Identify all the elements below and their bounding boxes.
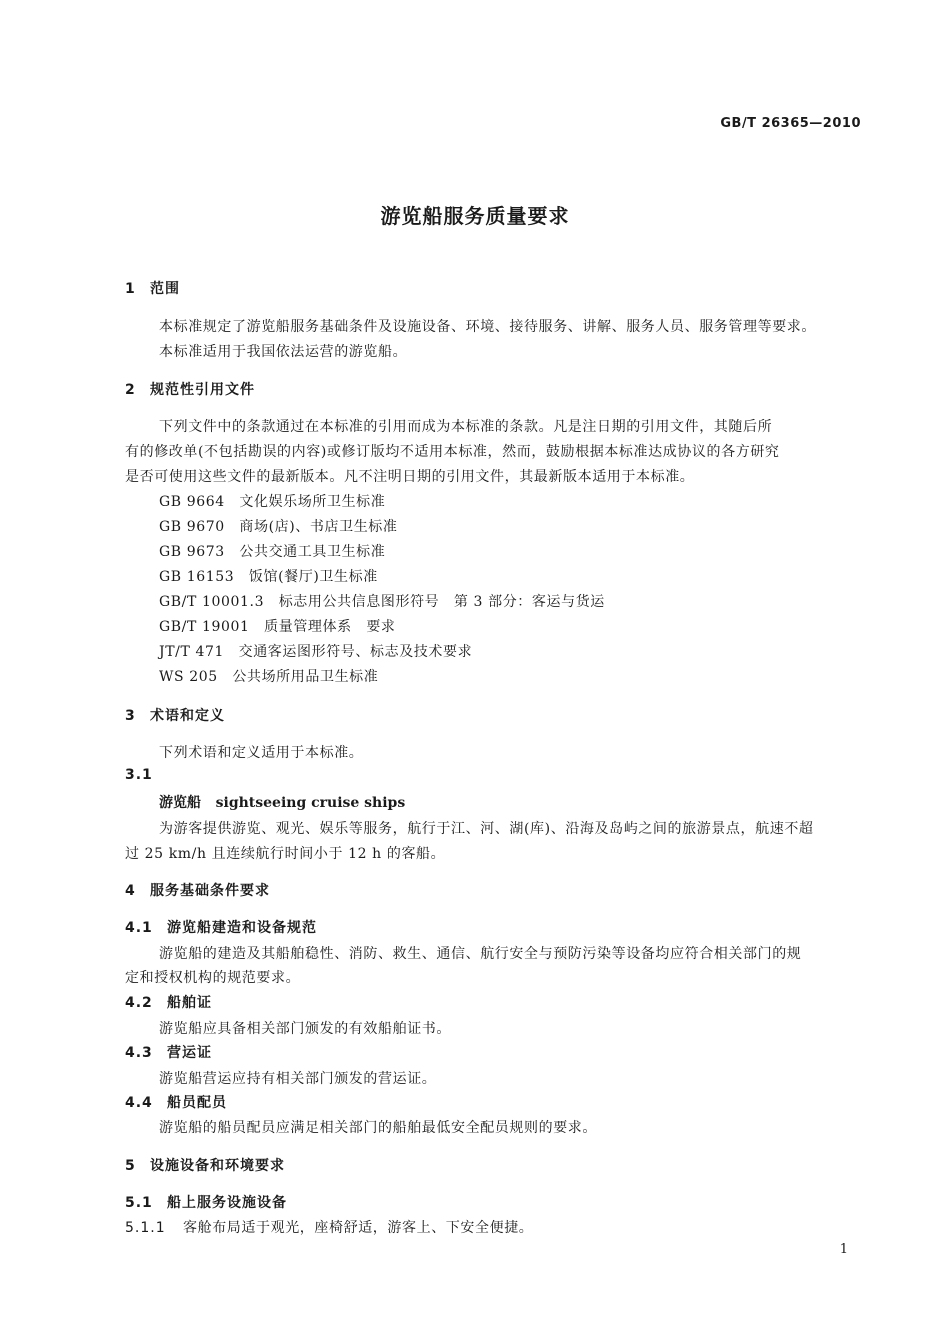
paragraph: 游览船应具备相关部门颁发的有效船舶证书。 [159,1021,451,1037]
section-number: 2 [125,382,136,398]
clause-text: 客舱布局适于观光，座椅舒适，游客上、下安全便捷。 [183,1220,534,1236]
subsection-heading [125,1042,212,1062]
paragraph: 有的修改单(不包括勘误的内容)或修订版均不适用本标准，然而，鼓励根据本标准达成协议的各方研究 [125,444,780,460]
subsection-heading [125,1192,287,1212]
reference-code: GB/T 19001 [159,619,250,635]
subsection-title: 游览船建造和设备规范 [167,920,317,936]
reference-item [159,516,398,536]
subsection-number: 4.1 [125,920,153,936]
reference-code: WS 205 [159,669,218,685]
section-title: 规范性引用文件 [150,382,255,398]
reference-item [159,641,472,661]
paragraph: 本标准规定了游览船服务基础条件及设施设备、环境、接待服务、讲解、服务人员、服务管理等要求。 [159,319,816,335]
subsection-number: 4.4 [125,1095,153,1111]
reference-code: GB/T 10001.3 [159,594,265,610]
paragraph: 游览船的建造及其船舶稳性、消防、救生、通信、航行安全与预防污染等设备均应符合相关部门的规 [159,946,802,962]
term-entry [159,792,405,812]
reference-item [159,566,378,586]
section-2-heading [125,379,255,399]
reference-code: GB 9673 [159,544,225,560]
definition: 为游客提供游览、观光、娱乐等服务，航行于江、河、湖(库)、沿海及岛屿之间的旅游景点，航速不超 [159,821,814,837]
paragraph: 游览船的船员配员应满足相关部门的船舶最低安全配员规则的要求。 [159,1120,597,1136]
clause-item [125,1217,533,1237]
section-1-heading [125,278,180,298]
reference-item [159,616,396,636]
subsection-heading [125,917,317,937]
reference-title: 交通客运图形符号、标志及技术要求 [238,644,473,660]
subsection-title: 船舶证 [167,995,212,1011]
definition: 过 25 km/h 且连续航行时间小于 12 h 的客船。 [125,846,446,862]
section-3-heading [125,705,225,725]
reference-title: 标志用公共信息图形符号 第 3 部分：客运与货运 [278,594,605,610]
term-english: sightseeing cruise ships [215,795,406,811]
standard-number: GB/T 26365—2010 [720,116,861,131]
section-number: 1 [125,281,136,297]
subsection-title: 营运证 [167,1045,212,1061]
section-title: 范围 [150,281,180,297]
subsection-number: 3.1 [125,767,153,783]
section-title: 服务基础条件要求 [150,883,270,899]
section-number: 4 [125,883,136,899]
subsection-title: 船上服务设施设备 [167,1195,287,1211]
subsection-number: 4.3 [125,1045,153,1061]
section-number: 5 [125,1158,136,1174]
reference-title: 公共交通工具卫生标准 [239,544,386,560]
paragraph: 本标准适用于我国依法运营的游览船。 [159,344,408,360]
reference-item [159,541,385,561]
reference-title: 商场(店)、书店卫生标准 [239,519,398,535]
term-chinese: 游览船 [159,795,201,811]
clause-number: 5.1.1 [125,1220,166,1236]
reference-title: 文化娱乐场所卫生标准 [239,494,386,510]
paragraph: 下列文件中的条款通过在本标准的引用而成为本标准的条款。凡是注日期的引用文件，其随后所 [159,419,773,435]
section-title: 术语和定义 [150,708,225,724]
paragraph: 游览船营运应持有相关部门颁发的营运证。 [159,1071,437,1087]
subsection-heading [125,1092,227,1112]
reference-item [159,666,378,686]
reference-item [159,591,605,611]
subsection-title: 船员配员 [167,1095,227,1111]
section-5-heading [125,1155,285,1175]
reference-title: 公共场所用品卫生标准 [232,669,379,685]
paragraph: 定和授权机构的规范要求。 [125,970,301,986]
subsection-number: 4.2 [125,995,153,1011]
reference-code: JT/T 471 [159,644,224,660]
reference-item [159,491,385,511]
subsection-number: 5.1 [125,1195,153,1211]
page-number: 1 [839,1242,848,1257]
section-title: 设施设备和环境要求 [150,1158,285,1174]
reference-title: 饭馆(餐厅)卫生标准 [248,569,378,585]
section-number: 3 [125,708,136,724]
section-4-heading [125,880,270,900]
reference-code: GB 16153 [159,569,235,585]
paragraph: 是否可使用这些文件的最新版本。凡不注明日期的引用文件，其最新版本适用于本标准。 [125,469,695,485]
paragraph: 下列术语和定义适用于本标准。 [159,745,364,761]
reference-code: GB 9664 [159,494,225,510]
reference-title: 质量管理体系 要求 [264,619,396,635]
reference-code: GB 9670 [159,519,225,535]
page-title: 游览船服务质量要求 [380,204,570,228]
subsection-heading [125,992,212,1012]
